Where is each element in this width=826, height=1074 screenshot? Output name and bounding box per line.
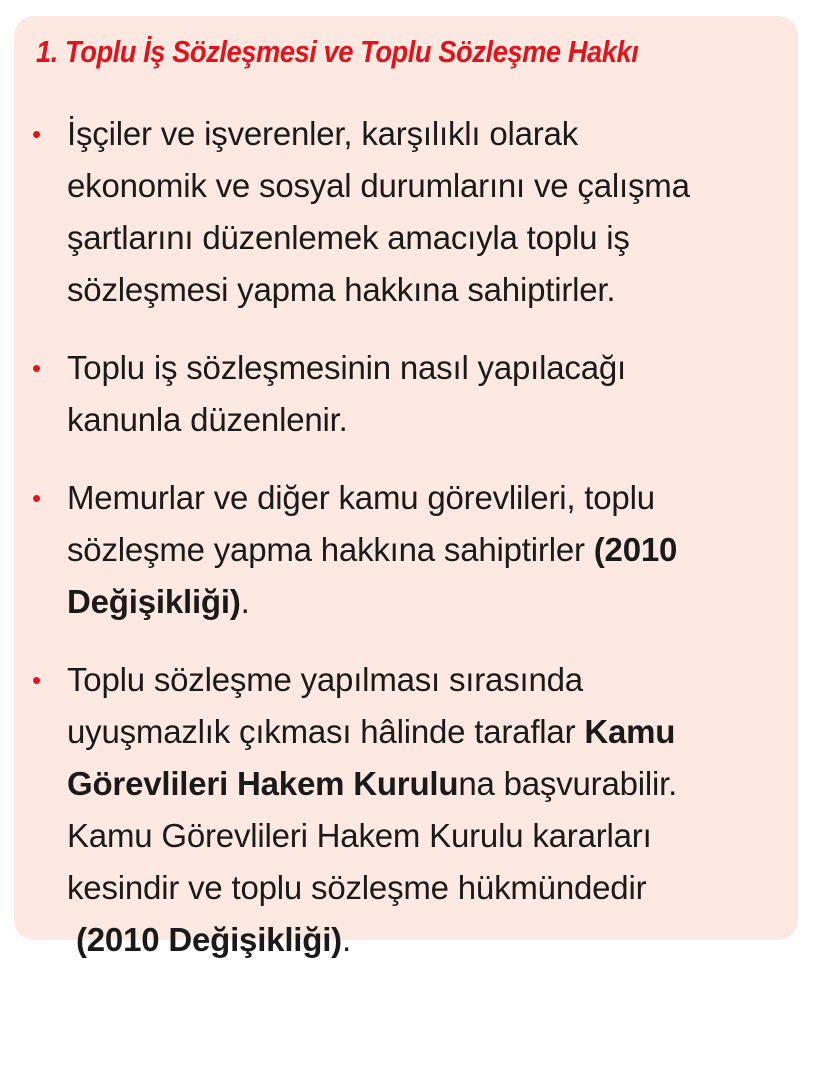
bold-text: Görevlileri Hakem Kurulu — [67, 765, 459, 802]
bold-text: Değişikliği) — [67, 583, 241, 620]
bold-text: (2010 Değişikliği) — [75, 921, 342, 958]
bullet-dot-icon: • — [32, 353, 41, 383]
text-line: kesindir ve toplu sözleşme hükmündedir — [67, 869, 647, 906]
text-line: Memurlar ve diğer kamu görevlileri, toplu — [67, 479, 655, 516]
text-line: şartlarını düzenlemek amacıyla toplu iş — [67, 219, 630, 256]
text-line: sözleşmesi yapma hakkına sahiptirler. — [67, 271, 616, 308]
text-line: Kamu Görevlileri Hakem Kurulu kararları — [67, 817, 652, 854]
bold-text: (2010 — [593, 531, 678, 568]
text-line: Toplu iş sözleşmesinin nasıl yapılacağı — [67, 349, 626, 386]
list-item — [14, 342, 798, 446]
info-card — [14, 16, 798, 958]
text-line: na başvurabilir. — [458, 765, 678, 802]
text-line: uyuşmazlık çıkması hâlinde taraflar — [67, 713, 585, 750]
text-line: ekonomik ve sosyal durumlarını ve çalışma — [67, 167, 690, 204]
bold-text: Kamu — [584, 713, 676, 750]
text-line: . — [341, 921, 351, 958]
text-line: sözleşme yapma hakkına sahiptirler — [67, 531, 594, 568]
bullet-dot-icon: • — [32, 665, 41, 695]
list-item-text — [67, 349, 626, 438]
list-item-text — [67, 661, 677, 958]
text-line: kanunla düzenlenir. — [67, 401, 348, 438]
bullet-dot-icon: • — [32, 483, 41, 513]
list-item — [14, 108, 798, 316]
section-title: 1. Toplu İş Sözleşmesi ve Toplu Sözleşme Hakkı — [36, 34, 639, 69]
list-item — [14, 654, 798, 966]
bullet-dot-icon: • — [32, 119, 41, 149]
bullet-list — [14, 108, 798, 992]
text-line: İşçiler ve işverenler, karşılıklı olarak — [67, 115, 578, 152]
text-line: Toplu sözleşme yapılması sırasında — [67, 661, 583, 698]
list-item-text — [67, 115, 690, 308]
list-item — [14, 472, 798, 628]
text-line: . — [240, 583, 250, 620]
list-item-text — [67, 479, 677, 620]
